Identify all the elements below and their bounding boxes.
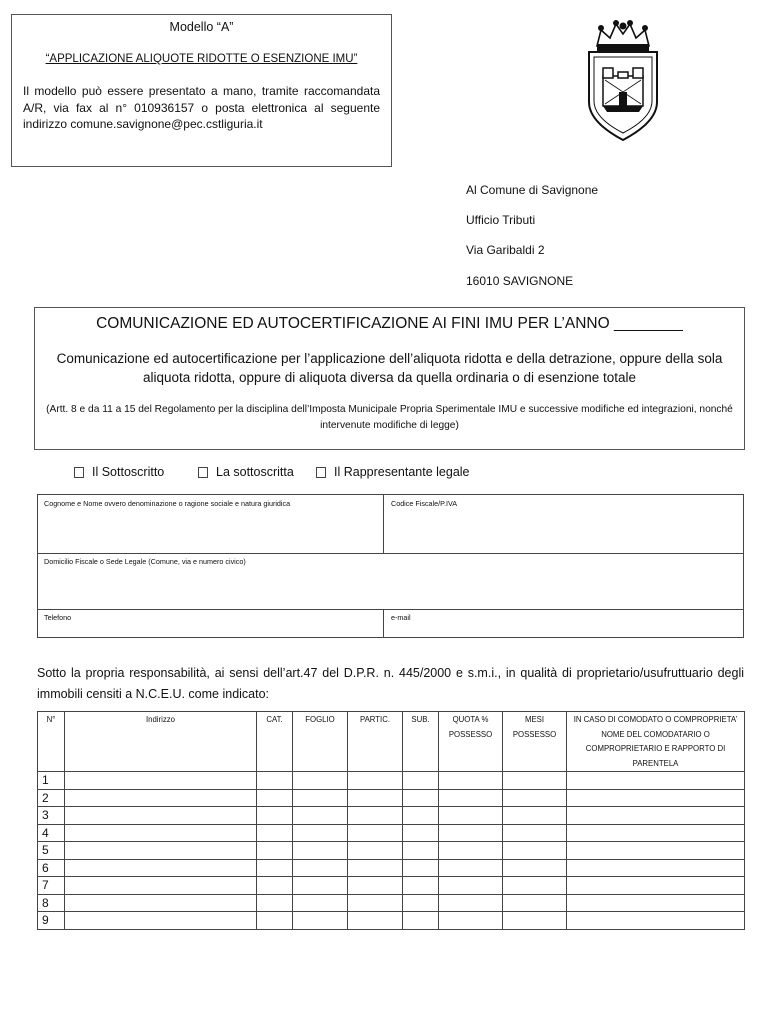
divider xyxy=(383,495,384,553)
table-cell[interactable] xyxy=(439,789,503,807)
table-cell[interactable] xyxy=(503,894,567,912)
table-cell[interactable] xyxy=(293,789,348,807)
table-cell[interactable] xyxy=(439,772,503,790)
table-cell[interactable] xyxy=(567,789,745,807)
col-header-parcel: PARTIC. xyxy=(348,712,403,772)
info-box xyxy=(11,14,392,167)
table-cell[interactable] xyxy=(567,877,745,895)
option-sottoscritto[interactable] xyxy=(74,465,164,479)
table-cell[interactable] xyxy=(293,877,348,895)
col-header-months-owned: MESI POSSESSO xyxy=(503,712,567,772)
table-cell[interactable] xyxy=(403,789,439,807)
checkbox-icon[interactable] xyxy=(198,467,208,478)
table-cell[interactable] xyxy=(439,912,503,930)
phone-field-label: Telefono xyxy=(44,613,72,622)
table-row xyxy=(38,842,745,860)
table-cell[interactable] xyxy=(503,877,567,895)
table-row xyxy=(38,789,745,807)
table-cell[interactable] xyxy=(293,772,348,790)
col-header-sheet: FOGLIO xyxy=(293,712,348,772)
recipient-city: 16010 SAVIGNONE xyxy=(466,274,574,288)
table-cell[interactable] xyxy=(65,807,257,825)
option-label: Il Sottoscritto xyxy=(92,465,165,479)
table-cell[interactable] xyxy=(567,894,745,912)
table-cell[interactable] xyxy=(257,807,293,825)
table-cell[interactable] xyxy=(503,789,567,807)
table-cell[interactable] xyxy=(257,894,293,912)
table-cell[interactable] xyxy=(439,877,503,895)
table-cell[interactable] xyxy=(348,859,403,877)
table-cell[interactable] xyxy=(348,877,403,895)
table-cell[interactable] xyxy=(439,842,503,860)
submission-instructions: Il modello può essere presentato a mano, tramite raccomandata A/R, via fax al n° 010936157 o posta elettronica al seguente indirizzo comune.savignone@pec.cstliguria.it xyxy=(23,84,380,131)
table-cell[interactable] xyxy=(257,772,293,790)
table-cell[interactable] xyxy=(293,824,348,842)
form-model-title: Modello “A” xyxy=(169,20,234,34)
table-row xyxy=(38,824,745,842)
table-cell[interactable] xyxy=(503,859,567,877)
divider xyxy=(383,609,384,637)
divider xyxy=(38,553,743,554)
table-cell[interactable] xyxy=(257,859,293,877)
table-cell[interactable] xyxy=(403,859,439,877)
row-number: 1 xyxy=(38,772,65,790)
col-header-ownership-share: QUOTA % POSSESSO xyxy=(439,712,503,772)
personal-data-grid xyxy=(37,494,744,638)
legal-reference-note: (Artt. 8 e da 11 a 15 del Regolamento per la disciplina dell’Imposta Municipale Propria Sperimentale IMU e successive modifiche ed integrazioni, nonché intervenute modifiche di legge) xyxy=(46,404,733,431)
table-cell[interactable] xyxy=(293,859,348,877)
col-header-loan-coowner: IN CASO DI COMODATO O COMPROPRIETA’ NOME DEL COMODATARIO O COMPROPRIETARIO E RAPPORTO DI PARENTELA xyxy=(567,712,745,772)
table-cell[interactable] xyxy=(567,912,745,930)
table-row xyxy=(38,877,745,895)
row-number: 9 xyxy=(38,912,65,930)
col-header-sub: SUB. xyxy=(403,712,439,772)
table-cell[interactable] xyxy=(567,859,745,877)
domicile-field-label: Domicilio Fiscale o Sede Legale (Comune, via e numero civico) xyxy=(44,557,246,566)
table-cell[interactable] xyxy=(293,894,348,912)
row-number: 2 xyxy=(38,789,65,807)
col-header-address: Indirizzo xyxy=(65,712,257,772)
table-cell[interactable] xyxy=(503,807,567,825)
table-cell[interactable] xyxy=(503,912,567,930)
table-cell[interactable] xyxy=(65,824,257,842)
responsibility-statement: Sotto la propria responsabilità, ai sensi dell’art.47 del D.P.R. n. 445/2000 e s.m.i., in qualità di proprietario/usufruttuario degli immobili censiti a N.C.E.U. come indicato: xyxy=(37,666,744,701)
table-cell[interactable] xyxy=(65,842,257,860)
table-cell[interactable] xyxy=(567,824,745,842)
table-cell[interactable] xyxy=(65,859,257,877)
table-cell[interactable] xyxy=(403,807,439,825)
table-cell[interactable] xyxy=(257,912,293,930)
table-row xyxy=(38,912,745,930)
property-table xyxy=(37,711,745,930)
table-cell[interactable] xyxy=(348,824,403,842)
table-cell[interactable] xyxy=(348,772,403,790)
row-number: 6 xyxy=(38,859,65,877)
table-cell[interactable] xyxy=(293,842,348,860)
table-cell[interactable] xyxy=(257,842,293,860)
table-cell[interactable] xyxy=(403,877,439,895)
table-cell[interactable] xyxy=(567,807,745,825)
recipient-municipality: Al Comune di Savignone xyxy=(466,183,599,197)
table-cell[interactable] xyxy=(257,877,293,895)
email-field-label: e-mail xyxy=(391,613,411,622)
table-cell[interactable] xyxy=(403,912,439,930)
table-cell[interactable] xyxy=(439,807,503,825)
table-row xyxy=(38,807,745,825)
table-cell[interactable] xyxy=(503,772,567,790)
form-title: COMUNICAZIONE ED AUTOCERTIFICAZIONE AI FINI IMU PER L’ANNO ________ xyxy=(96,315,683,332)
table-cell[interactable] xyxy=(439,824,503,842)
table-header-row xyxy=(38,712,745,772)
col-header-number: N° xyxy=(38,712,65,772)
col-header-category: CAT. xyxy=(257,712,293,772)
row-number: 5 xyxy=(38,842,65,860)
divider xyxy=(38,609,743,610)
name-field-label: Cognome e Nome ovvero denominazione o ragione sociale e natura giuridica xyxy=(44,499,291,508)
table-cell[interactable] xyxy=(439,894,503,912)
row-number: 7 xyxy=(38,877,65,895)
table-cell[interactable] xyxy=(348,807,403,825)
table-cell[interactable] xyxy=(65,912,257,930)
table-cell[interactable] xyxy=(403,772,439,790)
recipient-office: Ufficio Tributi xyxy=(466,213,536,227)
form-title-box xyxy=(34,307,745,450)
table-cell[interactable] xyxy=(65,894,257,912)
checkbox-icon[interactable] xyxy=(74,467,84,478)
table-cell[interactable] xyxy=(503,842,567,860)
option-sottoscritta[interactable] xyxy=(198,465,294,479)
table-cell[interactable] xyxy=(348,789,403,807)
row-number: 4 xyxy=(38,824,65,842)
row-number: 3 xyxy=(38,807,65,825)
table-cell[interactable] xyxy=(65,789,257,807)
table-cell[interactable] xyxy=(257,824,293,842)
table-cell[interactable] xyxy=(403,894,439,912)
table-cell[interactable] xyxy=(439,859,503,877)
option-label: La sottoscritta xyxy=(216,465,294,479)
table-cell[interactable] xyxy=(293,912,348,930)
table-cell[interactable] xyxy=(348,912,403,930)
option-label: Il Rappresentante legale xyxy=(334,465,470,479)
table-cell[interactable] xyxy=(567,772,745,790)
table-cell[interactable] xyxy=(348,894,403,912)
table-row xyxy=(38,859,745,877)
table-cell[interactable] xyxy=(65,772,257,790)
tax-code-field-label: Codice Fiscale/P.IVA xyxy=(391,499,458,508)
form-description: Comunicazione ed autocertificazione per l’applicazione dell’aliquota ridotta e della detrazione, oppure della sola aliquota ridotta, oppure di aliquota diversa da quella ordinaria o di esenzione totale xyxy=(56,351,723,385)
table-cell[interactable] xyxy=(567,842,745,860)
municipal-coat-of-arms-icon xyxy=(583,16,663,144)
recipient-street: Via Garibaldi 2 xyxy=(466,243,545,257)
table-cell[interactable] xyxy=(293,807,348,825)
checkbox-icon[interactable] xyxy=(316,467,326,478)
table-row xyxy=(38,894,745,912)
table-cell[interactable] xyxy=(348,842,403,860)
table-cell[interactable] xyxy=(503,824,567,842)
option-legal-representative[interactable] xyxy=(316,465,470,479)
table-cell[interactable] xyxy=(403,842,439,860)
row-number: 8 xyxy=(38,894,65,912)
table-cell[interactable] xyxy=(65,877,257,895)
table-row xyxy=(38,772,745,790)
form-model-subtitle: “APPLICAZIONE ALIQUOTE RIDOTTE O ESENZIONE IMU” xyxy=(45,53,358,65)
table-cell[interactable] xyxy=(257,789,293,807)
table-cell[interactable] xyxy=(403,824,439,842)
